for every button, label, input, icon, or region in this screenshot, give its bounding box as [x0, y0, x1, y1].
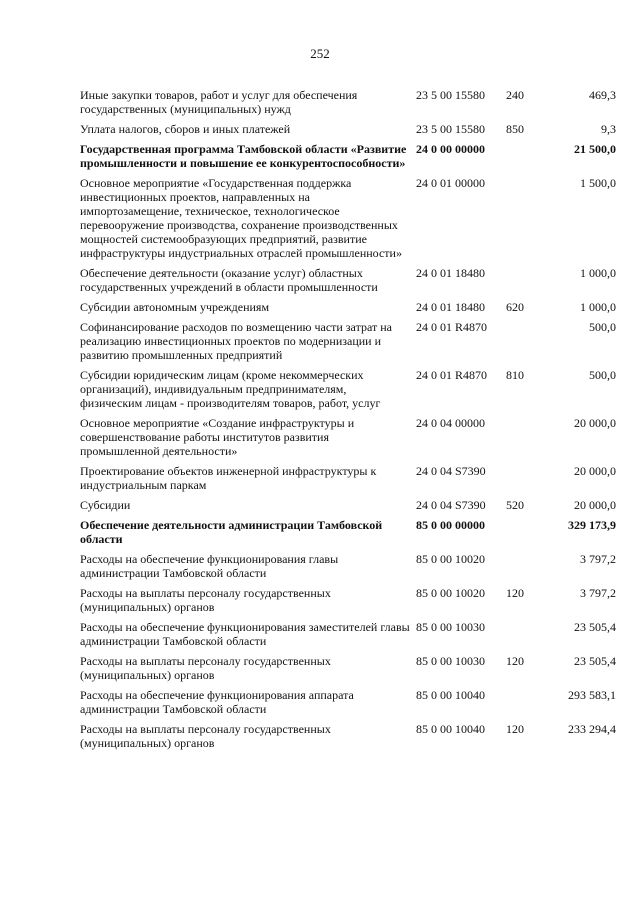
row-code-cell: 85 0 00 10030 [416, 654, 485, 668]
row-name-cell: Обеспечение деятельности (оказание услуг) областных государственных учреждений в области промышленности [80, 266, 378, 294]
row-code-cell: 24 0 04 S7390 [416, 464, 486, 478]
table-row [80, 266, 616, 300]
table-row [80, 416, 616, 464]
row-name-cell: Субсидии юридическим лицам (кроме некоммерческих организаций), индивидуальным предпринимателям, физическим лицам - производителям товаров, работ, услуг [80, 368, 381, 410]
row-expense-type-cell [506, 552, 546, 586]
row-expense-type-cell [506, 142, 546, 176]
row-amount-cell: 469,3 [589, 88, 616, 102]
table-row [80, 142, 616, 176]
row-expense-type-cell [506, 464, 546, 498]
row-expense-type-cell: 850 [506, 122, 524, 136]
table-row [80, 722, 616, 756]
row-amount-cell: 500,0 [589, 368, 616, 382]
row-amount-cell: 1 500,0 [580, 176, 616, 190]
row-expense-type-cell [506, 518, 546, 552]
page-number: 252 [310, 46, 330, 61]
row-amount-cell: 1 000,0 [580, 266, 616, 280]
row-amount-cell: 21 500,0 [574, 142, 616, 156]
row-expense-type-cell [506, 266, 546, 300]
row-name-cell: Основное мероприятие «Государственная поддержка инвестиционных проектов, направленных на импортозамещение, техническое, технологическое перевооружение производства, сохранение производственных мощностей системообразующих предприятий, развитие инфраструктуры индустриальных отраслей промышленности» [80, 176, 402, 260]
row-code-cell: 85 0 00 10020 [416, 586, 485, 600]
row-name-cell: Софинансирование расходов по возмещению части затрат на реализацию инвестиционных проектов по модернизации и развитию промышленных предприятий [80, 320, 392, 362]
table-row [80, 518, 616, 552]
row-name-cell: Расходы на выплаты персоналу государственных (муниципальных) органов [80, 722, 331, 750]
row-amount-cell: 293 583,1 [568, 688, 616, 702]
row-amount-cell: 329 173,9 [568, 518, 616, 532]
row-code-cell: 85 0 00 00000 [416, 518, 485, 532]
row-code-cell: 24 0 01 00000 [416, 176, 485, 190]
row-name-cell: Государственная программа Тамбовской области «Развитие промышленности и повышение ее конкурентоспособности» [80, 142, 407, 170]
row-expense-type-cell: 120 [506, 722, 524, 736]
row-name-cell: Иные закупки товаров, работ и услуг для обеспечения государственных (муниципальных) нужд [80, 88, 358, 116]
table-row [80, 654, 616, 688]
table-row [80, 586, 616, 620]
row-code-cell: 24 0 04 S7390 [416, 498, 486, 512]
row-expense-type-cell [506, 176, 546, 266]
row-amount-cell: 1 000,0 [580, 300, 616, 314]
row-amount-cell: 233 294,4 [568, 722, 616, 736]
row-code-cell: 85 0 00 10020 [416, 552, 485, 566]
row-code-cell: 23 5 00 15580 [416, 122, 485, 136]
row-code-cell: 24 0 01 18480 [416, 266, 485, 280]
row-amount-cell: 9,3 [601, 122, 616, 136]
row-expense-type-cell: 620 [506, 300, 524, 314]
row-name-cell: Расходы на выплаты персоналу государственных (муниципальных) органов [80, 586, 331, 614]
row-name-cell: Расходы на обеспечение функционирования заместителей главы администрации Тамбовской области [80, 620, 410, 648]
row-code-cell: 24 0 04 00000 [416, 416, 485, 430]
row-code-cell: 23 5 00 15580 [416, 88, 485, 102]
row-code-cell: 24 0 01 R4870 [416, 368, 488, 382]
row-expense-type-cell [506, 620, 546, 654]
row-amount-cell: 20 000,0 [574, 416, 616, 430]
row-expense-type-cell [506, 416, 546, 464]
table-row [80, 320, 616, 368]
row-name-cell: Субсидии [80, 498, 131, 512]
row-name-cell: Субсидии автономным учреждениям [80, 300, 270, 314]
row-amount-cell: 3 797,2 [580, 586, 616, 600]
table-row [80, 122, 616, 142]
row-amount-cell: 20 000,0 [574, 464, 616, 478]
table-row [80, 176, 616, 266]
row-code-cell: 85 0 00 10030 [416, 620, 485, 634]
row-name-cell: Проектирование объектов инженерной инфраструктуры к индустриальным паркам [80, 464, 377, 492]
row-name-cell: Уплата налогов, сборов и иных платежей [80, 122, 291, 136]
table-row [80, 300, 616, 320]
row-amount-cell: 23 505,4 [574, 620, 616, 634]
row-name-cell: Расходы на выплаты персоналу государственных (муниципальных) органов [80, 654, 331, 682]
row-expense-type-cell [506, 320, 546, 368]
row-code-cell: 85 0 00 10040 [416, 722, 485, 736]
row-expense-type-cell: 520 [506, 498, 524, 512]
row-expense-type-cell [506, 688, 546, 722]
row-amount-cell: 3 797,2 [580, 552, 616, 566]
row-expense-type-cell: 240 [506, 88, 524, 102]
row-code-cell: 24 0 01 R4870 [416, 320, 488, 334]
budget-table-body [80, 88, 616, 756]
row-code-cell: 24 0 01 18480 [416, 300, 485, 314]
table-row [80, 368, 616, 416]
row-name-cell: Обеспечение деятельности администрации Тамбовской области [80, 518, 383, 546]
table-row [80, 552, 616, 586]
row-amount-cell: 500,0 [589, 320, 616, 334]
row-name-cell: Расходы на обеспечение функционирования главы администрации Тамбовской области [80, 552, 339, 580]
row-name-cell: Основное мероприятие «Создание инфраструктуры и совершенствование работы институтов развития промышленной деятельности» [80, 416, 355, 458]
row-expense-type-cell: 120 [506, 654, 524, 668]
row-amount-cell: 20 000,0 [574, 498, 616, 512]
row-code-cell: 24 0 00 00000 [416, 142, 485, 156]
table-row [80, 498, 616, 518]
row-code-cell: 85 0 00 10040 [416, 688, 485, 702]
row-expense-type-cell: 120 [506, 586, 524, 600]
table-row [80, 620, 616, 654]
table-row [80, 88, 616, 122]
table-row [80, 464, 616, 498]
budget-table [80, 88, 616, 756]
table-row [80, 688, 616, 722]
row-expense-type-cell: 810 [506, 368, 524, 382]
row-name-cell: Расходы на обеспечение функционирования аппарата администрации Тамбовской области [80, 688, 354, 716]
row-amount-cell: 23 505,4 [574, 654, 616, 668]
